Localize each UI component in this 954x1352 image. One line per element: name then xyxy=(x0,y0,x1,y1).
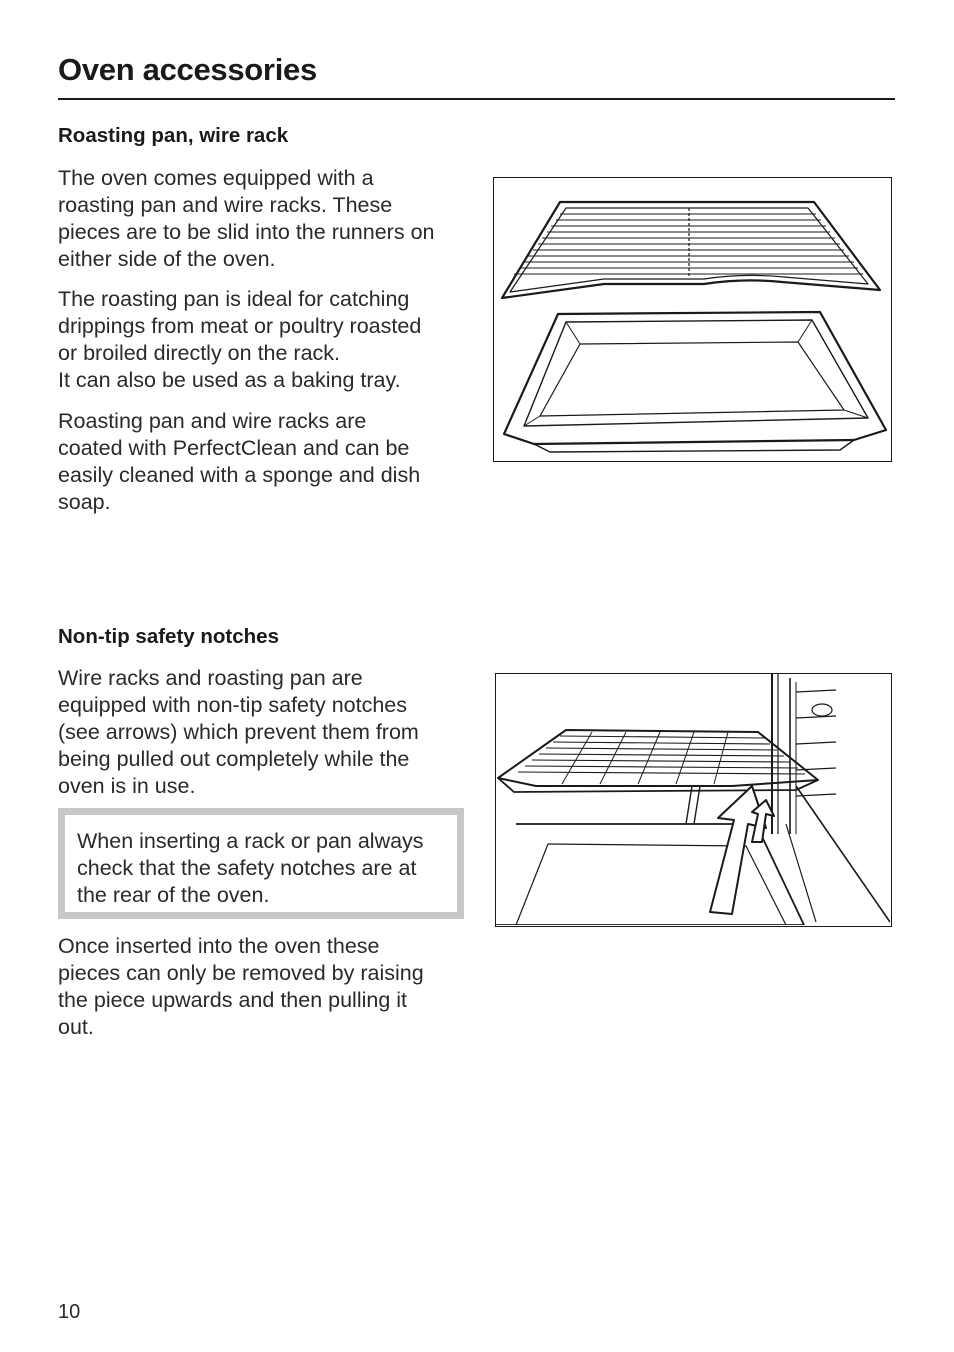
roasting-pan-floor xyxy=(540,342,844,416)
paragraph-equipment xyxy=(58,165,468,273)
text-line: easily cleaned with a sponge and dish xyxy=(58,463,421,487)
text-line: (see arrows) which prevent them from xyxy=(58,720,419,744)
safety-notch-drawing xyxy=(496,674,890,925)
wire-rack-bars xyxy=(518,736,805,774)
note-text xyxy=(77,828,424,909)
text-line: equipped with non-tip safety notches xyxy=(58,693,408,717)
safety-notch-arrows xyxy=(710,786,774,914)
wire-rack-frame xyxy=(498,730,818,786)
paragraph-removal xyxy=(58,933,468,1041)
section-heading-non-tip-notches: Non-tip safety notches xyxy=(58,625,279,648)
text-line: either side of the oven. xyxy=(58,247,276,271)
rack-and-pan-illustration xyxy=(493,177,892,462)
section-heading-roasting-pan: Roasting pan, wire rack xyxy=(58,124,289,147)
text-line: Wire racks and roasting pan are xyxy=(58,666,363,690)
text-line: roasting pan and wire racks. These xyxy=(58,193,393,217)
text-line: coated with PerfectClean and can be xyxy=(58,436,410,460)
text-line: the rear of the oven. xyxy=(77,883,270,907)
text-line: It can also be used as a baking tray. xyxy=(58,368,401,392)
page-title: Oven accessories xyxy=(58,52,317,87)
page-number: 10 xyxy=(58,1301,81,1323)
paragraph-cleaning xyxy=(58,408,468,516)
wire-rack-cross-bars xyxy=(562,732,728,784)
text-line: soap. xyxy=(58,490,111,514)
text-line: being pulled out completely while the xyxy=(58,747,410,771)
text-line: drippings from meat or poultry roasted xyxy=(58,314,422,338)
text-line: When inserting a rack or pan always xyxy=(77,829,424,853)
text-line: pieces are to be slid into the runners on xyxy=(58,220,435,244)
note-box xyxy=(58,808,464,919)
text-line: Once inserted into the oven these xyxy=(58,934,380,958)
text-line: oven is in use. xyxy=(58,774,196,798)
text-line: The oven comes equipped with a xyxy=(58,166,374,190)
text-line: The roasting pan is ideal for catching xyxy=(58,287,410,311)
paragraph-safety-notches xyxy=(58,665,468,800)
text-line: the piece upwards and then pulling it xyxy=(58,988,408,1012)
oven-lamp xyxy=(812,704,832,716)
text-line: out. xyxy=(58,1015,94,1039)
rack-and-pan-drawing xyxy=(494,178,890,460)
large-arrow xyxy=(710,786,766,914)
text-line: check that the safety notches are at xyxy=(77,856,417,880)
text-line: Roasting pan and wire racks are xyxy=(58,409,367,433)
text-line: or broiled directly on the rack. xyxy=(58,341,341,365)
text-line: pieces can only be removed by raising xyxy=(58,961,424,985)
title-rule xyxy=(58,98,895,100)
paragraph-roasting-pan-use xyxy=(58,286,468,394)
safety-notch-illustration xyxy=(495,673,892,927)
